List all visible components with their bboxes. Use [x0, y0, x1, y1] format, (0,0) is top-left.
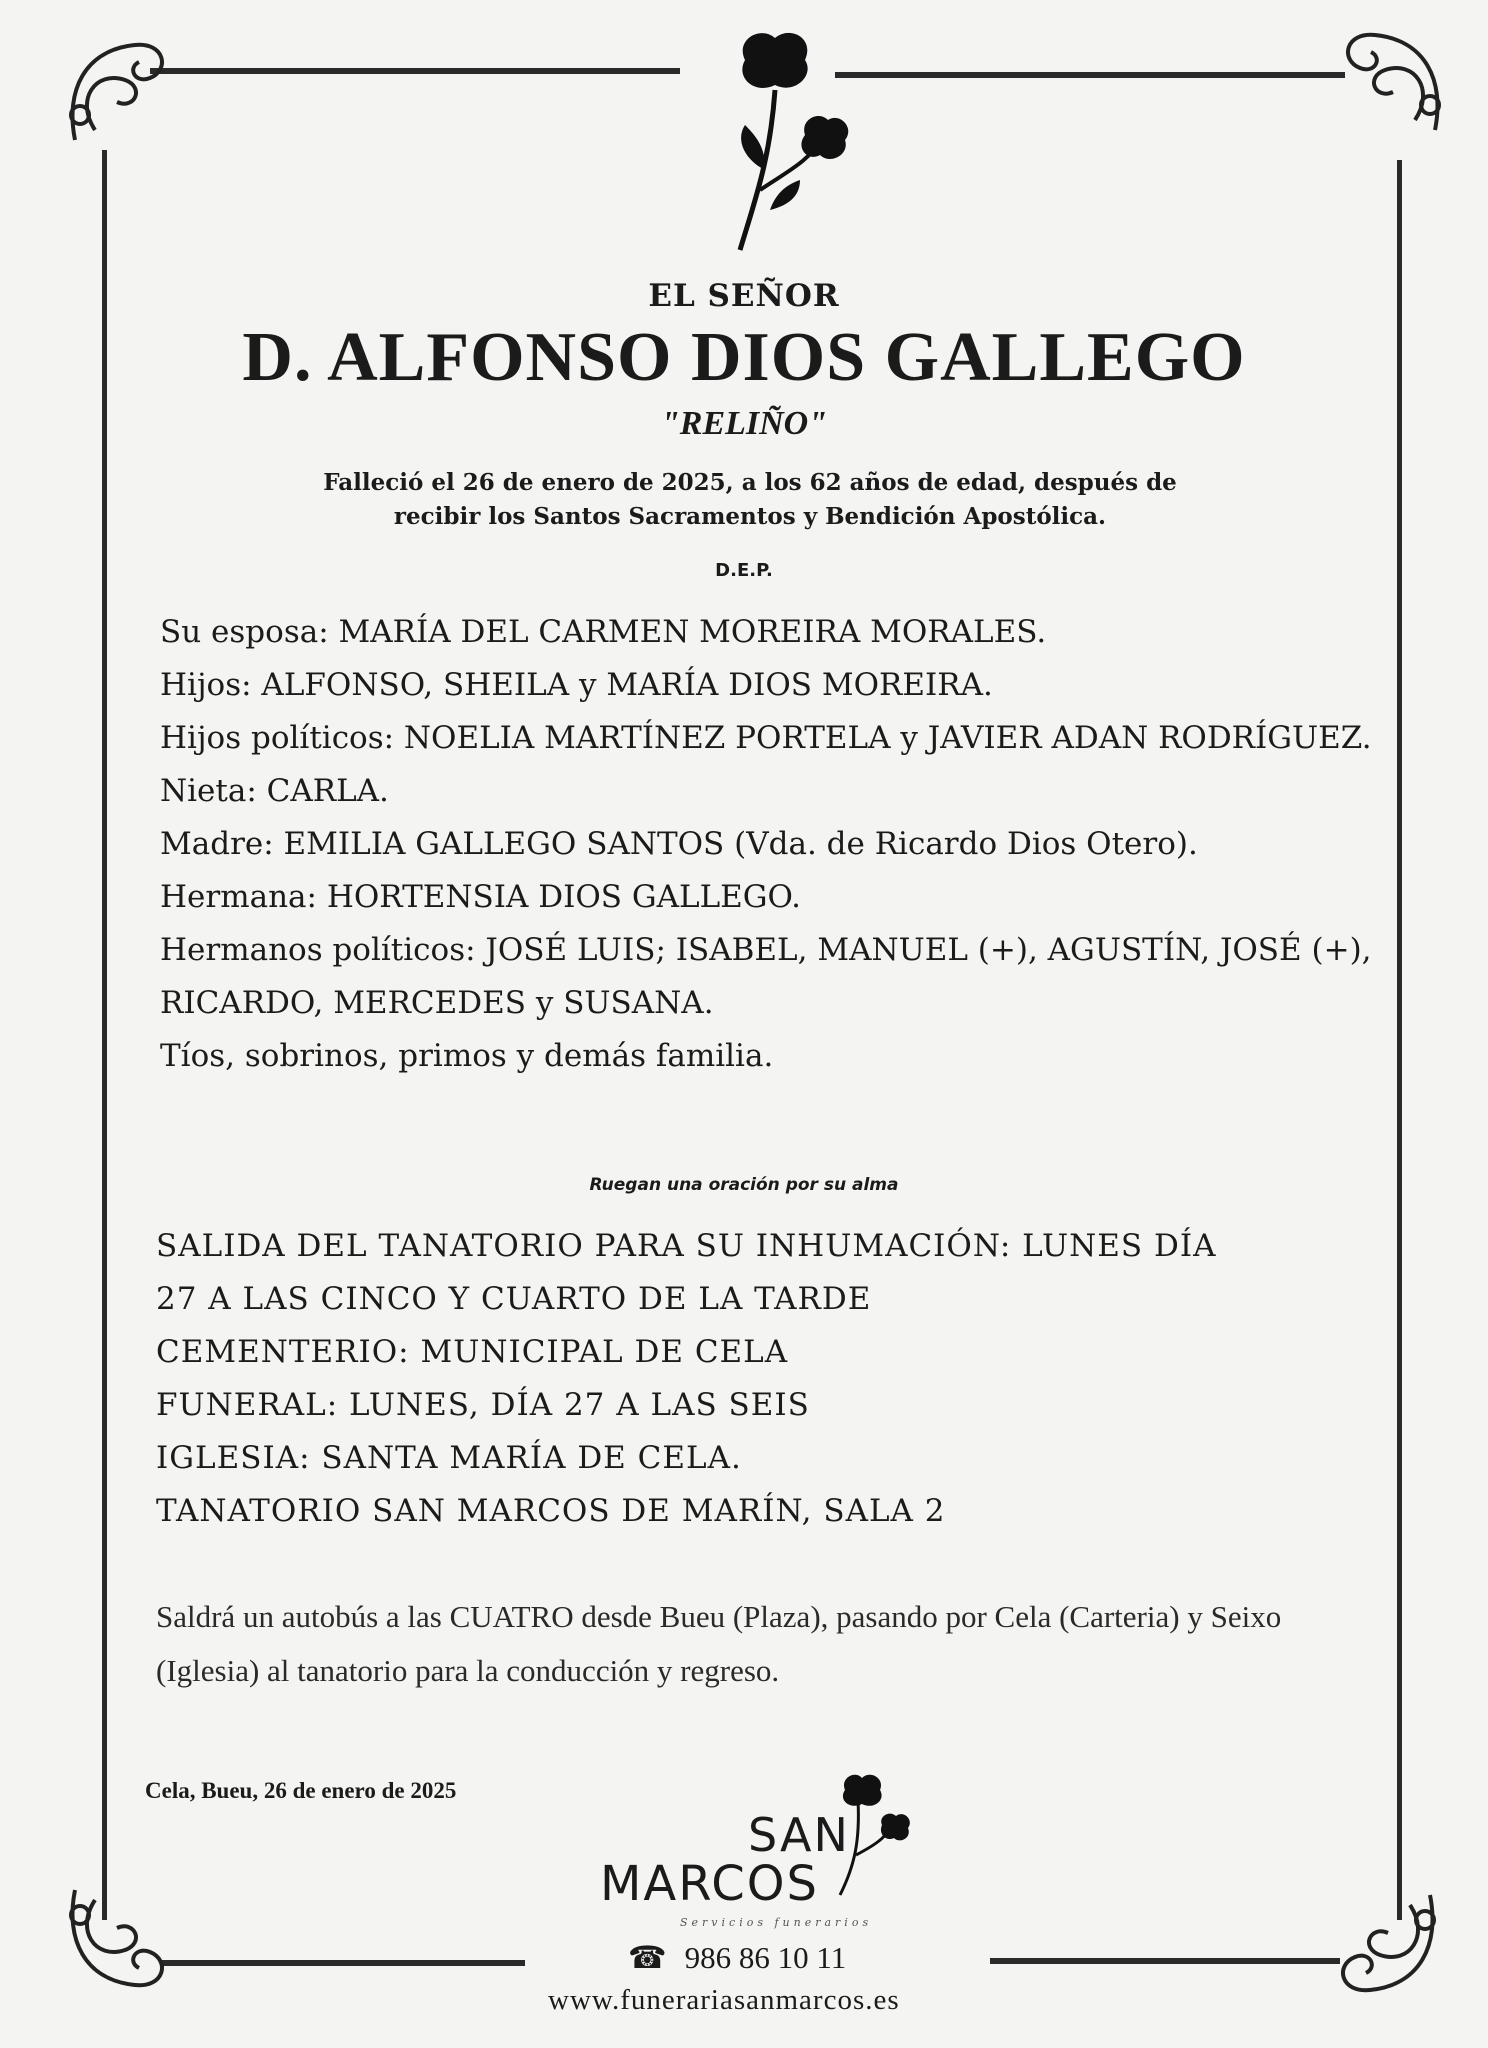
website-link[interactable]: www.funerariasanmarcos.es	[548, 1984, 900, 2016]
prayer-line: Ruegan una oración por su alma	[589, 1175, 899, 1195]
family-spouse: Su esposa: MARÍA DEL CARMEN MOREIRA MORALES.	[160, 614, 1047, 650]
ceremony-line: 27 A LAS CINCO Y CUARTO DE LA TARDE	[156, 1281, 872, 1317]
carnation-icon	[700, 20, 860, 260]
deceased-name: D. ALFONSO DIOS GALLEGO	[242, 319, 1246, 396]
frame-bottom-left-line	[160, 1960, 525, 1966]
dep-label: D.E.P.	[715, 560, 773, 581]
death-info: Falleció el 26 de enero de 2025, a los 62 años de edad, después de recibir los Santos Sacramentos y Bendición Apostólica.	[323, 469, 1177, 530]
ceremony-line: CEMENTERIO: MUNICIPAL DE CELA	[156, 1334, 789, 1370]
frame-bottom-right-line	[990, 1958, 1340, 1964]
corner-ornament-top-right-icon	[1335, 20, 1455, 140]
family-list	[160, 606, 1380, 1083]
frame-top-right-line	[835, 72, 1345, 78]
family-siblings-in-law: Hermanos políticos: JOSÉ LUIS; ISABEL, MANUEL (+), AGUSTÍN, JOSÉ (+), RICARDO, MERCEDES y SUSANA.	[160, 932, 1372, 1021]
san-marcos-logo	[570, 1770, 930, 1940]
corner-ornament-bottom-left-icon	[55, 1880, 175, 2000]
title-prefix: EL SEÑOR	[648, 278, 840, 314]
ceremony-line: TANATORIO SAN MARCOS DE MARÍN, SALA 2	[156, 1493, 946, 1529]
family-granddaughter: Nieta: CARLA.	[160, 773, 389, 809]
phone-contact	[628, 1940, 846, 1976]
corner-ornament-bottom-right-icon	[1330, 1885, 1450, 2005]
family-children-in-law: Hijos políticos: NOELIA MARTÍNEZ PORTELA y JAVIER ADAN RODRÍGUEZ.	[160, 720, 1372, 756]
frame-top-left-line	[150, 68, 680, 74]
logo-subtitle: Servicios funerarios	[680, 1916, 873, 1929]
phone-icon: ☎	[628, 1940, 667, 1975]
family-children: Hijos: ALFONSO, SHEILA y MARÍA DIOS MOREIRA.	[160, 667, 993, 703]
nickname: "RELIÑO"	[660, 405, 828, 442]
bus-notice: Saldrá un autobús a las CUATRO desde Bueu (Plaza), pasando por Cela (Carteria) y Seixo (Iglesia) al tanatorio para la conducción y regreso.	[156, 1599, 1282, 1688]
ceremony-line: IGLESIA: SANTA MARÍA DE CELA.	[156, 1440, 742, 1476]
logo-text-marcos: MARCOS	[600, 1856, 819, 1912]
logo-text-san: SAN	[748, 1808, 850, 1862]
family-mother: Madre: EMILIA GALLEGO SANTOS (Vda. de Ricardo Dios Otero).	[160, 826, 1198, 862]
phone-number[interactable]: 986 86 10 11	[684, 1940, 847, 1975]
family-others: Tíos, sobrinos, primos y demás familia.	[160, 1038, 774, 1074]
ceremony-line: FUNERAL: LUNES, DÍA 27 A LAS SEIS	[156, 1387, 810, 1423]
corner-ornament-top-left-icon	[55, 30, 175, 150]
ceremony-line: SALIDA DEL TANATORIO PARA SU INHUMACIÓN: LUNES DÍA	[156, 1228, 1217, 1264]
family-sister: Hermana: HORTENSIA DIOS GALLEGO.	[160, 879, 801, 915]
ceremony-details	[156, 1220, 1376, 1538]
place-date: Cela, Bueu, 26 de enero de 2025	[145, 1778, 457, 1803]
